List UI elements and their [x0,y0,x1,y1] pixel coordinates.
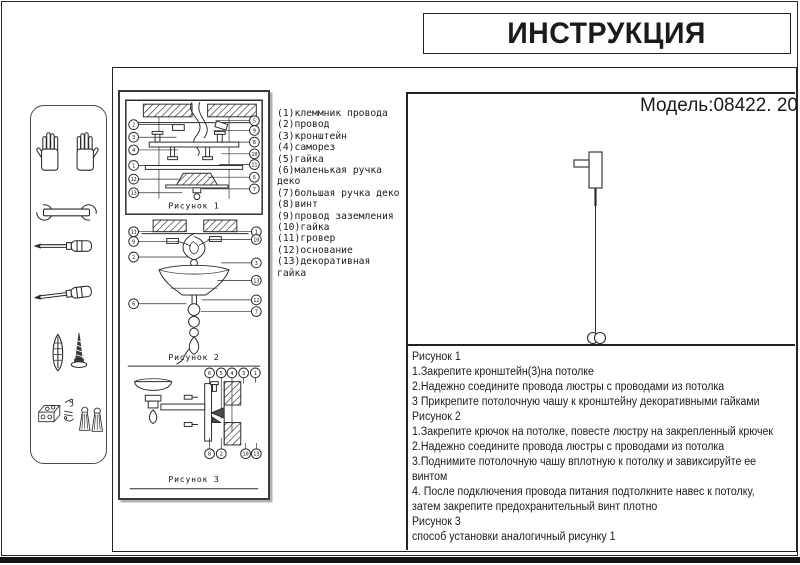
instruction-line: 4. После подключения провода питания подтолкните навес к потолку, [412,486,755,498]
part-item: (11)гровер [277,233,336,245]
part-item: (4)саморез [277,142,336,154]
callout-number: 6 [252,175,256,182]
tools-icons [31,106,103,460]
callout-number: 10 [242,451,249,458]
tools-sidebar [30,105,107,464]
callout-number: 13 [253,278,260,285]
instruction-line: 3.Поднимите потолочную чашу вплотную к потолку и завиксируйте ее [412,456,757,468]
part-item: (1)клеммник провода [277,108,388,119]
model-rule [407,92,795,94]
figure-3-label: Рисунок 3 [168,473,220,484]
instruction-line: способ установки аналогичный рисунку 1 [412,531,616,543]
part-item: (3)кронштейн [277,130,347,142]
second-screwdriver-icon [34,286,92,303]
callout-number: 1 [132,163,136,170]
callout-number: 6 [132,301,136,308]
instruction-line: 2.Надежно соедините провода люстры с проводами из потолка [412,381,725,393]
callout-number: 3 [242,370,246,377]
part-item: (13)декоративная гайка [277,256,371,279]
callout-number: 10 [251,151,258,158]
instruction-line: затем закрепите предохранительный винт плотно [412,501,658,513]
part-item: (5)гайка [277,153,324,165]
model-label: Модель:08422. 20 [639,95,798,116]
callout-number: 10 [253,237,260,244]
instruction-line: винтом [412,471,448,483]
callout-number: 8 [252,140,256,147]
instruction-line: Рисунок 3 [412,516,461,528]
callout-number: 3 [254,260,258,267]
page-title: ИНСТРУКЦИЯ [507,16,707,50]
part-item: (2)провод [277,119,330,131]
callout-number: 2 [132,254,136,261]
part-item: (9)провод заземления [277,210,394,222]
callout-number: 1 [253,370,257,377]
lamp-bulb [595,333,606,344]
instruction-line: 3 Прикрепите потолочную чашу к кронштейну декоративными гайками [412,396,760,408]
part-item: (7)большая ручка деко [277,187,400,199]
callout-number: 13 [130,190,137,197]
part-item: (12)основание [277,244,353,256]
figure-2-label: Рисунок 2 [168,352,220,363]
hardware-parts-icon [39,399,103,431]
callout-number: 1 [254,229,258,236]
flat-screwdriver-icon [35,241,92,252]
callout-number: 13 [253,451,260,458]
callout-number: 8 [208,451,212,458]
part-item: (6)маленькая ручка деко [277,165,382,188]
installation-instructions [412,350,792,545]
callout-number: 11 [251,162,258,169]
lamp-canopy [589,152,602,188]
lamp-drawing [412,120,793,344]
callout-number: 12 [253,297,260,304]
gloves-icon [37,133,98,170]
callout-number: 5 [252,118,256,125]
callout-number: 9 [132,239,136,246]
part-item: (10)гайка [277,222,330,234]
callout-number: 7 [252,186,256,193]
figures-panel [118,90,270,500]
callout-number: 4 [230,370,234,377]
lamp-arm [574,160,589,167]
figure-3 [130,368,261,489]
instructions-rule [407,344,795,346]
instruction-line: 2.Надежно соедините провода люстры с проводами из потолка [412,441,725,453]
callout-number: 7 [254,309,258,316]
column-divider [406,92,408,550]
callout-number: 3 [132,135,136,142]
title-box [423,13,791,54]
figure-1 [126,100,262,214]
figure-2 [128,220,261,366]
figure-1-label: Рисунок 1 [168,200,220,211]
callout-number: 9 [252,128,256,135]
callout-number: 2 [219,451,223,458]
callout-number: 11 [130,229,137,236]
wrench-icon [33,203,100,222]
instruction-line: 1.Закрепите крючок на потолке, повесте люстру на закрепленный крючек [412,426,774,438]
instruction-line: Рисунок 1 [412,351,461,363]
part-item: (8)винт [277,199,318,211]
callout-number: 12 [130,177,137,184]
callout-number: 2 [132,122,136,129]
callout-number: 5 [219,370,223,377]
callout-number: 6 [208,370,212,377]
parts-list [277,108,405,279]
dowel-and-screw-icon [53,333,87,370]
callout-number: 4 [132,147,136,154]
instruction-line: 1.Закрепите кронштейн(3)на потолке [412,366,594,378]
figures-drawing [120,92,268,498]
bottom-rule [0,557,800,563]
instruction-line: Рисунок 2 [412,411,461,423]
pendant-lamp-sketch [412,120,793,344]
